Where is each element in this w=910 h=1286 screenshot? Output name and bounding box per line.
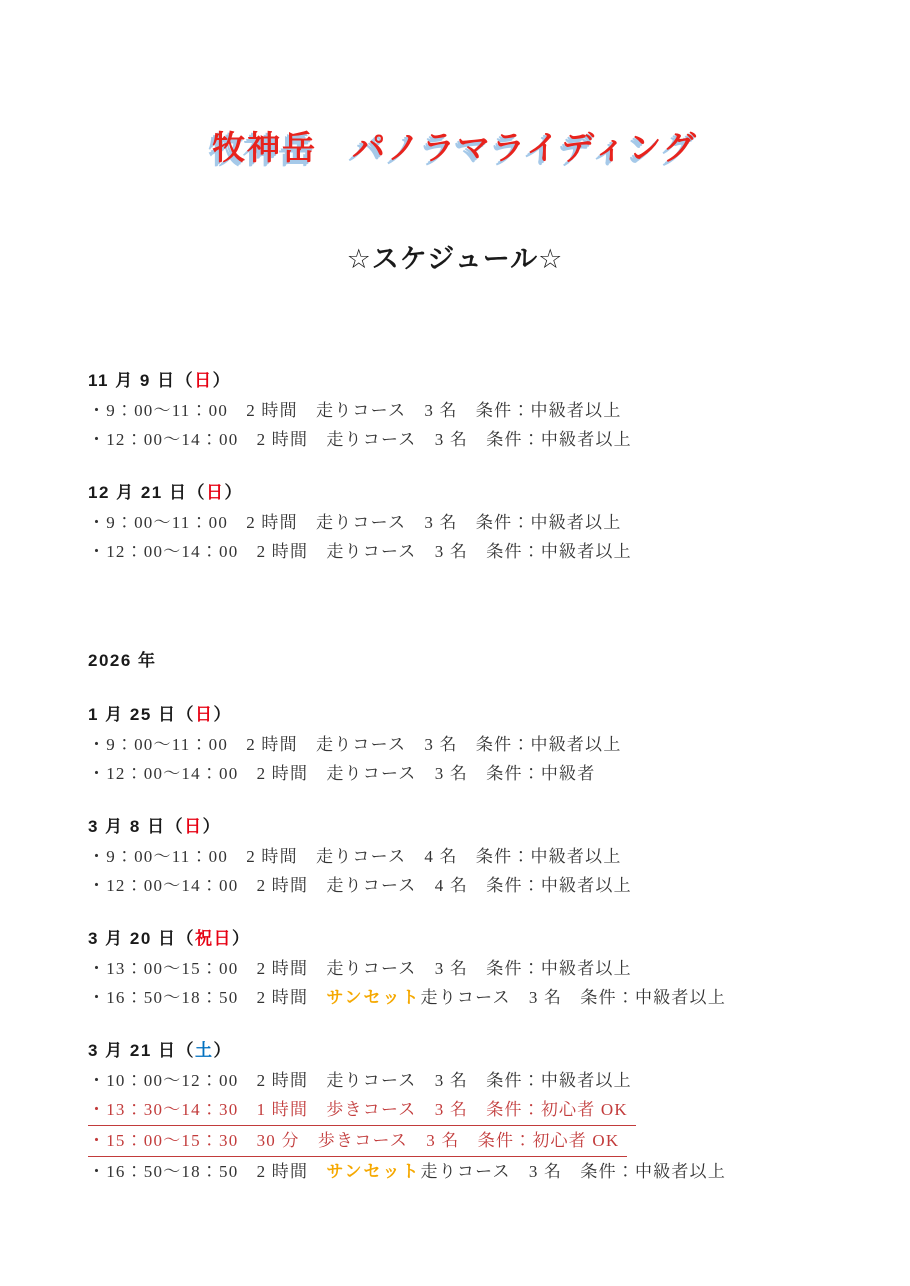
row-text: ・12：00～14：00 2 時間 走りコース 3 名 条件：中級者以上 (88, 542, 632, 561)
year-heading: 2026 年 (88, 651, 157, 670)
row-text: ・9：00～11：00 2 時間 走りコース 4 名 条件：中級者以上 (88, 847, 622, 866)
schedule-row-text (88, 537, 632, 566)
schedule-row (88, 954, 910, 983)
sunset-label: サンセット (326, 988, 421, 1007)
schedule-row-text (88, 871, 632, 900)
day-of-week-label: 日 (195, 705, 214, 724)
date-heading (88, 478, 910, 508)
schedule-row (88, 1157, 910, 1186)
row-text: 走りコース 3 名 条件：中級者以上 (420, 988, 727, 1007)
row-text: ・16：50～18：50 2 時間 (88, 988, 327, 1007)
schedule-row-text (88, 1095, 636, 1126)
schedule-row (88, 842, 910, 871)
row-text: ・16：50～18：50 2 時間 (88, 1162, 327, 1181)
row-text: 走りコース 3 名 条件：中級者以上 (420, 1162, 727, 1181)
schedule-row-text (88, 983, 726, 1012)
schedule-row-text (88, 1157, 726, 1186)
schedule-row-text (88, 425, 632, 454)
schedule-row-text (88, 1126, 627, 1157)
schedule-row (88, 425, 910, 454)
schedule-row-text (88, 396, 622, 425)
schedule-row-text (88, 954, 632, 983)
schedule-section (88, 1036, 910, 1186)
row-text: ・12：00～14：00 2 時間 走りコース 3 名 条件：中級者 (88, 764, 596, 783)
schedule-row-text (88, 759, 595, 788)
page-title: 牧神岳 パノラマライディング (212, 129, 698, 166)
date-text: 3 月 8 日（ (88, 817, 185, 836)
date-text: ） (212, 371, 232, 390)
schedule-row (88, 730, 910, 759)
date-text: 11 月 9 日（ (88, 371, 195, 390)
date-heading (88, 700, 910, 730)
date-text: 1 月 25 日（ (88, 705, 196, 724)
row-text: ・15：00～15：30 30 分 歩きコース 3 名 条件：初心者 OK (88, 1131, 620, 1150)
row-text: ・9：00～11：00 2 時間 走りコース 3 名 条件：中級者以上 (88, 735, 622, 754)
row-text: ・12：00～14：00 2 時間 走りコース 4 名 条件：中級者以上 (88, 876, 632, 895)
row-text: ・10：00～12：00 2 時間 走りコース 3 名 条件：中級者以上 (88, 1071, 632, 1090)
date-heading (88, 366, 910, 396)
date-text: ） (213, 1041, 233, 1060)
row-text: ・9：00～11：00 2 時間 走りコース 3 名 条件：中級者以上 (88, 513, 622, 532)
schedule-list (88, 366, 910, 1186)
row-text: ・9：00～11：00 2 時間 走りコース 3 名 条件：中級者以上 (88, 401, 622, 420)
date-text: 12 月 21 日（ (88, 483, 206, 502)
schedule-row (88, 871, 910, 900)
schedule-section (88, 700, 910, 788)
schedule-row-text (88, 842, 622, 871)
day-of-week-label: 日 (206, 483, 225, 502)
schedule-section (88, 478, 910, 566)
row-text: ・12：00～14：00 2 時間 走りコース 3 名 条件：中級者以上 (88, 430, 632, 449)
row-text: ・13：30～14：30 1 時間 歩きコース 3 名 条件：初心者 OK (88, 1100, 628, 1119)
day-of-week-label: 祝日 (195, 929, 233, 948)
date-text: 3 月 21 日（ (88, 1041, 196, 1060)
schedule-row (88, 508, 910, 537)
schedule-section (88, 924, 910, 1012)
schedule-row (88, 1126, 910, 1157)
date-text: ） (213, 705, 233, 724)
schedule-row (88, 759, 910, 788)
schedule-row (88, 396, 910, 425)
day-of-week-label: 土 (195, 1041, 214, 1060)
schedule-subtitle: ☆スケジュール☆ (346, 244, 564, 274)
day-of-week-label: 日 (194, 371, 213, 390)
schedule-row (88, 983, 910, 1012)
schedule-row (88, 1095, 910, 1126)
sunset-label: サンセット (326, 1162, 421, 1181)
schedule-row-text (88, 730, 622, 759)
date-heading (88, 812, 910, 842)
date-heading (88, 924, 910, 954)
date-text: ） (232, 929, 251, 948)
date-text: 3 月 20 日（ (88, 929, 196, 948)
schedule-section (88, 366, 910, 454)
schedule-row-text (88, 1066, 632, 1095)
date-text: ） (202, 817, 222, 836)
day-of-week-label: 日 (184, 817, 203, 836)
schedule-row (88, 537, 910, 566)
date-text: ） (224, 483, 243, 502)
schedule-row (88, 1066, 910, 1095)
row-text: ・13：00～15：00 2 時間 走りコース 3 名 条件：中級者以上 (88, 959, 632, 978)
schedule-row-text (88, 508, 622, 537)
date-heading (88, 1036, 910, 1066)
schedule-section (88, 812, 910, 900)
